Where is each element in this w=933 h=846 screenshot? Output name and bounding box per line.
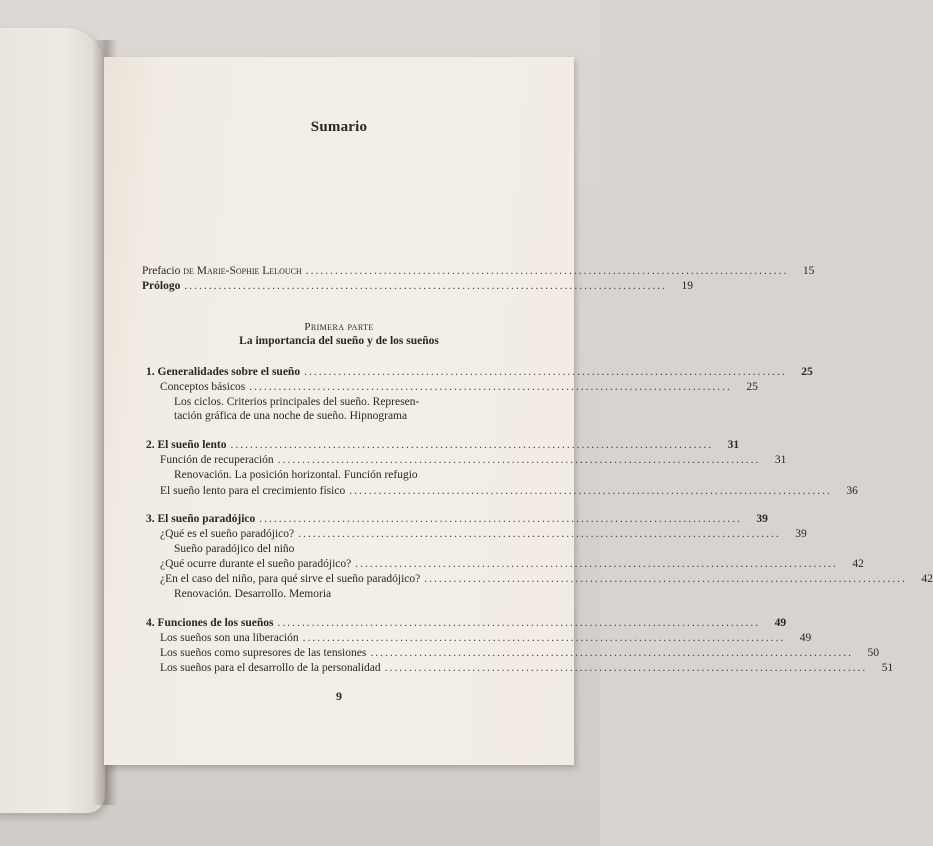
toc-entry: ¿En el caso del niño, para qué sirve el sueño paradójico? ................................................................................................... 42	[160, 573, 933, 585]
toc-entry: ¿Qué es el sueño paradójico? ................................................................................................... 39	[160, 528, 807, 540]
toc-page-number: 39	[795, 528, 807, 540]
toc-page-number: 31	[727, 439, 740, 451]
toc-entry-author: de Marie-Sophie Lelouch	[183, 265, 302, 277]
toc-page-number: 31	[774, 454, 787, 466]
part-label: Primera parte	[304, 321, 374, 333]
dot-leader: ...................................................................................................	[355, 558, 838, 570]
toc-entry: ¿Qué ocurre durante el sueño paradójico? ................................................................................................... 42	[160, 558, 864, 570]
toc-entry-label: Prefacio	[142, 265, 181, 277]
dot-leader: ...................................................................................................	[259, 513, 742, 525]
toc-page-number: 19	[681, 280, 693, 292]
toc-entry: Los sueños para el desarrollo de la personalidad ................................................................................................... 51	[160, 662, 894, 674]
page-title: Sumario	[310, 119, 368, 135]
toc-page-number: 25	[746, 381, 758, 393]
toc-note: Sueño paradójico del niño	[174, 543, 295, 555]
chapter-title: 3. El sueño paradójico	[146, 513, 256, 525]
toc-page-number: 36	[846, 485, 858, 497]
toc-entry: El sueño lento para el crecimiento físico ................................................................................................... 36	[160, 485, 858, 497]
dot-leader: ...................................................................................................	[302, 632, 786, 644]
toc-entry: Los sueños son una liberación ................................................................................................... 49	[160, 632, 812, 644]
toc-entry: Función de recuperación ................................................................................................... 31	[160, 454, 787, 466]
left-page	[0, 28, 105, 813]
toc-note: tación gráfica de una noche de sueño. Hipnograma	[174, 410, 408, 422]
toc-page-number: 49	[799, 632, 812, 644]
toc-entry-prefacio	[142, 264, 815, 278]
chapter-title: 4. Funciones de los sueños	[146, 617, 274, 629]
chapter-title: 2. El sueño lento	[146, 439, 227, 451]
toc-entry-prologo	[142, 279, 693, 293]
chapter-heading-4	[146, 616, 787, 630]
dot-leader: ...................................................................................................	[277, 454, 761, 466]
toc-entry-label: Prólogo	[142, 280, 181, 292]
part-title: La importancia del sueño y de los sueños	[239, 335, 439, 347]
toc-page-number: 42	[852, 558, 864, 570]
chapter-heading-2	[146, 438, 740, 452]
toc-page-number: 49	[774, 617, 787, 629]
page-number: 9	[336, 689, 342, 703]
toc-page-number: 15	[802, 265, 815, 277]
toc-entry: Conceptos básicos ................................................................................................... 25	[160, 381, 758, 393]
toc-note: Renovación. La posición horizontal. Función refugio	[174, 469, 418, 481]
dot-leader: ...................................................................................................	[249, 381, 732, 393]
dot-leader: ...................................................................................................	[277, 617, 761, 629]
toc-page-number: 42	[921, 573, 933, 585]
toc-page-number: 25	[801, 366, 813, 378]
toc-note: Los ciclos. Criterios principales del sueño. Represen-	[174, 396, 420, 408]
dot-leader: ...................................................................................................	[230, 439, 714, 451]
toc-page-number: 50	[867, 647, 879, 659]
chapter-heading-3	[146, 512, 768, 526]
dot-leader: ...................................................................................................	[184, 280, 667, 292]
dot-leader: ...................................................................................................	[349, 485, 832, 497]
dot-leader: ...................................................................................................	[304, 366, 787, 378]
toc-page-number: 39	[756, 513, 768, 525]
chapter-heading-1	[146, 365, 813, 379]
book-page	[104, 57, 933, 765]
dot-leader: ...................................................................................................	[384, 662, 868, 674]
dot-leader: ...................................................................................................	[370, 647, 853, 659]
toc-note: Renovación. Desarrollo. Memoria	[174, 588, 332, 600]
dot-leader: ...................................................................................................	[424, 573, 907, 585]
toc-entry: Los sueños como supresores de las tensiones ................................................................................................... 50	[160, 647, 879, 659]
toc-page-number: 51	[881, 662, 894, 674]
dot-leader: ...................................................................................................	[305, 265, 789, 277]
chapter-title: 1. Generalidades sobre el sueño	[146, 366, 301, 378]
dot-leader: ...................................................................................................	[298, 528, 781, 540]
